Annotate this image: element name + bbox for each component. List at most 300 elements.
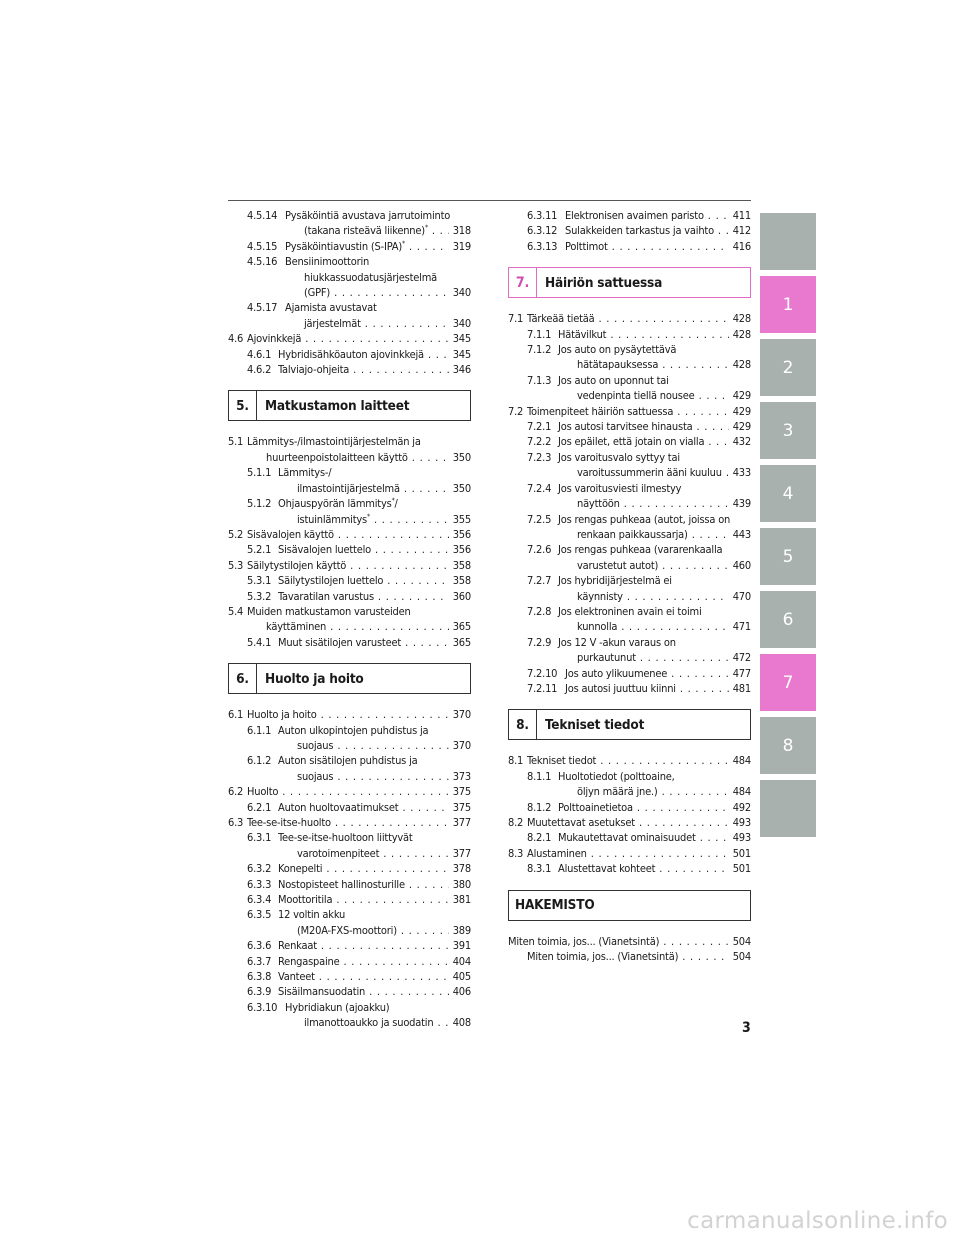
toc-entry-page: 470 [732, 589, 751, 603]
toc-entry-page: 408 [452, 1016, 471, 1030]
toc-entry-text: Mukautettavat ominaisuudet [558, 831, 696, 845]
toc-entry[interactable] [508, 327, 751, 342]
toc-entry-text: Ajamista avustavat [285, 301, 377, 315]
toc-entry-page: 340 [452, 286, 471, 300]
toc-entry-text: Säilytystilojen käyttö [247, 558, 347, 572]
toc-entry[interactable] [228, 861, 471, 876]
toc-entry-text: Jos varoitusviesti ilmestyy [558, 481, 682, 495]
toc-entry[interactable] [508, 481, 751, 512]
toc-entry-number: 6.3.10 [247, 1000, 278, 1014]
toc-entry-page: 429 [732, 420, 751, 434]
toc-entry[interactable] [508, 635, 751, 666]
dot-leader [600, 753, 728, 768]
toc-entry-number: 6.3.8 [247, 970, 272, 984]
toc-entry[interactable] [228, 830, 471, 861]
toc-entry-text: Sisäilmansuodatin [278, 985, 366, 999]
toc-entry[interactable] [508, 311, 751, 326]
dot-leader [353, 362, 449, 377]
dot-leader [640, 650, 729, 665]
toc-entry-page: 365 [452, 635, 471, 649]
toc-entry-text: käyttäminen [266, 620, 327, 634]
toc-entry-number: 7.1 [508, 312, 524, 326]
toc-entry-text: Pysäköintiä avustava jarrutoiminto [285, 209, 451, 222]
toc-entry-number: 8.1.2 [527, 800, 552, 814]
chapter-tab-7[interactable]: 7 [760, 654, 816, 711]
toc-entry[interactable] [508, 419, 751, 434]
toc-entry[interactable] [508, 681, 751, 696]
toc-entry[interactable] [228, 362, 471, 377]
toc-entry-number: 4.6 [228, 332, 244, 346]
toc-entry-text: Jos rengas puhkeaa (autot, joissa on [558, 512, 731, 526]
toc-entry[interactable] [228, 434, 471, 465]
toc-entry-text: näyttöön [577, 497, 620, 511]
toc-entry[interactable] [228, 800, 471, 815]
toc-entry-text: Auton sisätilojen puhdistus ja [278, 754, 418, 768]
toc-entry-text: Huolto ja hoito [247, 708, 317, 722]
toc-entry-number: 8.2.1 [527, 831, 552, 845]
dot-leader [409, 877, 449, 892]
watermark: carmanualsonline.info [687, 1208, 948, 1234]
toc-entry-number: 8.1 [508, 754, 524, 768]
dot-leader [700, 830, 729, 845]
toc-entry-page: 350 [452, 481, 471, 495]
toc-entry-page: 404 [452, 954, 471, 968]
dot-leader [402, 800, 448, 815]
toc-entry-text: (takana risteävä liikenne)* [304, 223, 428, 238]
toc-entry-text: Bensiinimoottorin [285, 255, 370, 269]
dot-leader [369, 984, 449, 999]
chapter-tabs [760, 213, 816, 843]
dot-leader [437, 1015, 448, 1030]
toc-entry-number: 6.2 [228, 785, 244, 799]
toc-entry-number: 5.1 [228, 435, 244, 449]
toc-entry-page: 439 [732, 497, 751, 511]
toc-entry-text: Jos 12 V -akun varaus on [558, 635, 676, 649]
dot-leader [708, 208, 729, 223]
toc-entry-number: 7.2.8 [527, 604, 552, 618]
toc-entry[interactable] [228, 347, 471, 362]
toc-entry-text: 12 voltin akku [278, 908, 346, 922]
toc-entry-text: vedenpinta tiellä nousee [577, 389, 695, 403]
toc-entry-page: 429 [732, 389, 751, 403]
dot-leader [610, 327, 728, 342]
toc-entry-text: Nostopisteet hallinosturille [278, 877, 405, 891]
toc-right-column [508, 208, 751, 964]
toc-entry[interactable] [228, 300, 471, 331]
dot-leader [637, 800, 729, 815]
section-number: 5. [229, 391, 257, 420]
toc-entry[interactable] [508, 450, 751, 481]
toc-entry-page: 504 [732, 934, 751, 948]
toc-entry-text: Jos auto on uponnut tai [558, 373, 669, 387]
toc-entry-number: 6.3.7 [247, 954, 272, 968]
chapter-tab-8[interactable]: 8 [760, 717, 816, 774]
toc-entry-text: (M20A-FXS-moottori) [297, 923, 397, 937]
toc-entry-page: 378 [452, 862, 471, 876]
toc-entry[interactable] [228, 938, 471, 953]
toc-entry-number: 5.1.2 [247, 497, 272, 511]
toc-entry[interactable] [508, 949, 751, 964]
dot-leader [708, 434, 728, 449]
toc-entry-number: 8.3.1 [527, 862, 552, 876]
toc-group-7 [508, 311, 751, 696]
toc-entry-number: 6.3 [228, 816, 244, 829]
section-title: Huolto ja hoito [265, 670, 364, 687]
toc-entry-text: kunnolla [577, 620, 618, 634]
dot-leader [375, 542, 449, 557]
toc-entry-number: 7.2.5 [527, 512, 552, 526]
toc-entry-text: Auton ulkopintojen puhdistus ja [278, 723, 429, 737]
toc-entry-text: öljyn määrä jne.) [577, 785, 658, 799]
dot-leader [374, 512, 449, 527]
toc-entry-page: 492 [732, 800, 751, 814]
toc-entry-page: 481 [732, 681, 751, 695]
toc-entry[interactable] [508, 573, 751, 604]
toc-entry[interactable] [228, 784, 471, 799]
toc-entry-text: Miten toimia, jos... (Vianetsintä) [527, 950, 679, 964]
section-header-8 [508, 709, 751, 740]
toc-entry-text: Auton huoltovaatimukset [278, 800, 399, 814]
toc-entry-page: 377 [452, 846, 471, 860]
toc-entry-text: järjestelmät [304, 316, 361, 330]
toc-entry-text: Jos auto ylikuumenee [565, 666, 668, 680]
toc-entry-text: hätätapauksessa [577, 358, 659, 372]
section-header-6 [228, 663, 471, 694]
section-number: 8. [509, 710, 537, 739]
dot-leader [334, 285, 449, 300]
chapter-tab-5[interactable]: 5 [760, 528, 816, 585]
toc-entry-number: 6.3.5 [247, 908, 272, 922]
toc-entry[interactable] [228, 1000, 471, 1031]
dot-leader [326, 861, 448, 876]
dot-leader [365, 316, 449, 331]
dot-leader [428, 347, 449, 362]
section-title: HAKEMISTO [515, 897, 595, 914]
toc-entry-text: suojaus [297, 738, 334, 752]
dot-leader [591, 846, 729, 861]
toc-entry[interactable] [508, 223, 751, 238]
toc-entry-number: 5.1.1 [247, 466, 272, 480]
toc-entry[interactable] [228, 723, 471, 754]
dot-leader [344, 954, 449, 969]
toc-entry-text: Säilytystilojen luettelo [278, 574, 384, 588]
toc-entry-page: 370 [452, 738, 471, 752]
dot-leader [350, 558, 449, 573]
toc-entry-number: 8.3 [508, 846, 524, 860]
toc-entry-number: 4.5.14 [247, 209, 278, 222]
toc-entry-number: 7.2.9 [527, 635, 552, 649]
toc-entry-text: Tee-se-itse-huoltoon liittyvät [278, 831, 413, 845]
toc-entry[interactable] [228, 969, 471, 984]
toc-entry[interactable] [228, 558, 471, 573]
toc-entry-page: 432 [732, 435, 751, 449]
toc-entry-text: Konepelti [278, 862, 323, 876]
toc-entry-text: Sisävalojen käyttö [247, 527, 334, 541]
toc-entry-page: 377 [452, 816, 471, 829]
toc-entry-page: 484 [732, 785, 751, 799]
dot-leader [401, 923, 449, 938]
dot-leader [330, 619, 449, 634]
dot-leader [335, 815, 449, 830]
toc-entry-text: Hätävilkut [558, 327, 607, 341]
page-number: 3 [742, 1020, 751, 1036]
toc-entry[interactable] [228, 496, 471, 527]
toc-entry-page: 380 [452, 877, 471, 891]
toc-entry-text: ilmanottoaukko ja suodatin [304, 1016, 434, 1030]
section-title: Tekniset tiedot [545, 716, 645, 733]
toc-entry-page: 433 [732, 466, 751, 480]
toc-entry-page: 370 [452, 708, 471, 722]
toc-entry-text: Jos varoitusvalo syttyy tai [558, 450, 680, 464]
toc-group-5 [228, 434, 471, 650]
toc-entry-number: 7.2 [508, 404, 524, 418]
toc-entry[interactable] [508, 934, 751, 949]
toc-entry[interactable] [228, 635, 471, 650]
toc-entry-page: 406 [452, 985, 471, 999]
toc-entry[interactable] [508, 753, 751, 768]
dot-leader [612, 239, 729, 254]
toc-entry-number: 6.3.4 [247, 893, 272, 907]
toc-entry-number: 8.1.1 [527, 769, 552, 783]
toc-entry[interactable] [228, 542, 471, 557]
toc-entry[interactable] [228, 907, 471, 938]
toc-entry-page: 429 [732, 404, 751, 418]
chapter-tab-1[interactable]: 1 [760, 276, 816, 333]
toc-group-6 [228, 707, 471, 1031]
toc-entry-text: Jos epäilet, että jotain on vialla [558, 435, 705, 449]
toc-entry[interactable] [228, 954, 471, 969]
toc-entry-text: Sulakkeiden tarkastus ja vaihto [565, 224, 714, 238]
toc-entry[interactable] [508, 342, 751, 373]
toc-left-column [228, 208, 471, 1031]
chapter-tab-6[interactable]: 6 [760, 591, 816, 648]
toc-entry-text: Pysäköintiavustin (S-IPA)* [285, 239, 405, 253]
toc-entry-text: Hybridisähköauton ajovinkkejä [278, 347, 424, 361]
toc-entry-number: 6.3.3 [247, 877, 272, 891]
toc-entry-number: 7.2.11 [527, 681, 558, 695]
toc-entry-number: 7.2.1 [527, 420, 552, 434]
toc-entry-text: varustetut autot) [577, 558, 659, 572]
dot-leader [337, 738, 448, 753]
top-rule [228, 200, 751, 201]
toc-entry-page: 346 [452, 363, 471, 377]
toc-entry[interactable] [228, 707, 471, 722]
toc-entry-number: 6.3.6 [247, 939, 272, 953]
toc-entry-number: 4.6.2 [247, 363, 272, 377]
toc-entry-text: Tärkeää tietää [527, 312, 595, 326]
toc-entry-text: Rengaspaine [278, 954, 340, 968]
toc-entry[interactable] [508, 604, 751, 635]
dot-leader [659, 861, 728, 876]
toc-entry-text: huurteenpoistolaitteen käyttö [266, 450, 408, 464]
toc-entry[interactable] [228, 527, 471, 542]
toc-entry-text: Alustaminen [527, 846, 587, 860]
toc-entry-page: 501 [732, 846, 751, 860]
toc-entry-number: 5.3.1 [247, 574, 272, 588]
chapter-tab-blank[interactable] [760, 213, 816, 270]
dot-leader [319, 969, 449, 984]
dot-leader [671, 666, 729, 681]
toc-entry[interactable] [228, 877, 471, 892]
toc-entry[interactable] [508, 666, 751, 681]
toc-entry[interactable] [228, 892, 471, 907]
toc-entry-number: 6.3.2 [247, 862, 272, 876]
toc-entry-text: Alustettavat kohteet [558, 862, 656, 876]
toc-entry[interactable] [228, 984, 471, 999]
toc-entry-page: 381 [452, 893, 471, 907]
toc-entry-number: 6.1.2 [247, 754, 272, 768]
toc-entry-page: 318 [452, 224, 471, 238]
toc-entry-number: 7.2.6 [527, 543, 552, 557]
dot-leader [412, 450, 449, 465]
dot-leader [432, 223, 449, 238]
section-number: 6. [229, 664, 257, 693]
dot-leader [621, 619, 728, 634]
toc-entry-text: Moottoritila [278, 893, 333, 907]
toc-entry-text: Ajovinkkejä [247, 332, 302, 346]
toc-entry[interactable] [508, 434, 751, 449]
toc-entry-text: Hybridiakun (ajoakku) [285, 1000, 390, 1014]
toc-entry[interactable] [228, 589, 471, 604]
dot-leader [726, 465, 729, 480]
dot-leader [663, 934, 728, 949]
section-title: Matkustamon laitteet [265, 397, 410, 414]
toc-entry[interactable] [228, 465, 471, 496]
toc-entry-text: Jos rengas puhkeaa (vararenkaalla [558, 543, 723, 557]
toc-entry-number: 4.5.16 [247, 255, 278, 269]
dot-leader [321, 707, 449, 722]
dot-leader [699, 388, 729, 403]
section-number: 7. [509, 268, 537, 297]
toc-entry-number: 7.2.2 [527, 435, 552, 449]
toc-entry[interactable] [508, 769, 751, 800]
chapter-tab-2[interactable]: 2 [760, 339, 816, 396]
toc-entry[interactable] [508, 239, 751, 254]
toc-entry[interactable] [508, 373, 751, 404]
toc-entry-number: 6.3.1 [247, 831, 272, 845]
dot-leader [682, 949, 728, 964]
dot-leader [662, 357, 729, 372]
toc-entry-number: 6.3.9 [247, 985, 272, 999]
toc-entry-number: 6.1 [228, 708, 244, 722]
toc-entry-number: 5.3.2 [247, 589, 272, 603]
dot-leader [639, 815, 729, 830]
toc-entry[interactable] [228, 208, 471, 239]
toc-entry[interactable] [228, 331, 471, 346]
toc-entry[interactable] [228, 573, 471, 588]
toc-entry-page: 358 [452, 574, 471, 588]
toc-entry-text: Jos autosi juuttuu kiinni [565, 681, 676, 695]
toc-entry-page: 345 [452, 332, 471, 346]
toc-entry-page: 375 [452, 785, 471, 799]
toc-entry-page: 389 [452, 923, 471, 937]
toc-entry-page: 375 [452, 800, 471, 814]
toc-entry-number: 5.3 [228, 558, 244, 572]
dot-leader [409, 239, 449, 254]
toc-entry-page: 412 [732, 224, 751, 238]
toc-entry-number: 7.1.1 [527, 327, 552, 341]
toc-group-left-top [228, 208, 471, 377]
toc-entry-text: Huolto [247, 785, 279, 799]
dot-leader [677, 404, 729, 419]
toc-entry-text: Jos hybridijärjestelmä ei [558, 574, 672, 588]
toc-entry-text: Muiden matkustamon varusteiden [247, 604, 411, 618]
chapter-tab-4[interactable]: 4 [760, 465, 816, 522]
toc-entry[interactable] [508, 846, 751, 861]
toc-entry-number: 5.4.1 [247, 635, 272, 649]
toc-entry-text: käynnisty [577, 589, 623, 603]
toc-entry[interactable] [508, 512, 751, 543]
toc-entry-page: 355 [452, 512, 471, 526]
toc-entry-page: 373 [452, 769, 471, 783]
toc-entry-text: Tekniset tiedot [527, 754, 597, 768]
toc-entry-text: istuinlämmitys* [297, 511, 370, 526]
toc-entry-text: hiukkassuodatusjärjestelmä [304, 270, 438, 284]
toc-entry-text: Talviajo-ohjeita [278, 363, 350, 377]
chapter-tab-blank[interactable] [760, 780, 816, 837]
toc-entry[interactable] [508, 861, 751, 876]
toc-entry-text: Tee-se-itse-huolto [247, 816, 331, 829]
toc-entry-page: 428 [732, 312, 751, 326]
chapter-tab-3[interactable]: 3 [760, 402, 816, 459]
dot-leader [337, 769, 448, 784]
toc-entry-page: 356 [452, 527, 471, 541]
toc-entry-text: Miten toimia, jos... (Vianetsintä) [508, 934, 660, 948]
toc-entry-page: 319 [452, 239, 471, 253]
toc-entry-number: 5.2 [228, 527, 244, 541]
toc-entry-page: 358 [452, 558, 471, 572]
toc-entry[interactable] [228, 753, 471, 784]
dot-leader [662, 558, 729, 573]
toc-entry-page: 484 [732, 754, 751, 768]
dot-leader [680, 681, 729, 696]
toc-entry[interactable] [508, 208, 751, 223]
section-header-5 [228, 390, 471, 421]
dot-leader [627, 589, 729, 604]
toc-entry[interactable] [228, 815, 471, 830]
toc-entry-text: renkaan paikkaussarja) [577, 527, 688, 541]
toc-entry-page: 360 [452, 589, 471, 603]
toc-entry-page: 411 [732, 209, 751, 222]
toc-entry-text: suojaus [297, 769, 334, 783]
toc-entry[interactable] [228, 239, 471, 254]
toc-entry-number: 7.1.3 [527, 373, 552, 387]
toc-entry-text: Elektronisen avaimen paristo [565, 209, 704, 222]
toc-entry[interactable] [508, 830, 751, 845]
toc-entry[interactable] [228, 604, 471, 635]
toc-group-index [508, 934, 751, 965]
toc-entry[interactable] [508, 542, 751, 573]
toc-entry-text: Polttoainetietoa [558, 800, 633, 814]
toc-entry-number: 5.2.1 [247, 543, 272, 557]
toc-entry-number: 7.2.4 [527, 481, 552, 495]
toc-entry-page: 365 [452, 620, 471, 634]
toc-entry-text: (GPF) [304, 286, 331, 300]
toc-entry-number: 5.4 [228, 604, 244, 618]
toc-group-right-top [508, 208, 751, 254]
dot-leader [599, 311, 729, 326]
toc-entry-text: Tavaratilan varustus [278, 589, 374, 603]
toc-entry-number: 7.1.2 [527, 343, 552, 357]
toc-entry-text: Muut sisätilojen varusteet [278, 635, 402, 649]
toc-entry-page: 428 [732, 358, 751, 372]
dot-leader [624, 496, 729, 511]
toc-entry[interactable] [508, 404, 751, 419]
toc-entry-page: 356 [452, 543, 471, 557]
toc-entry[interactable] [508, 800, 751, 815]
toc-entry[interactable] [508, 815, 751, 830]
toc-entry[interactable] [228, 254, 471, 300]
